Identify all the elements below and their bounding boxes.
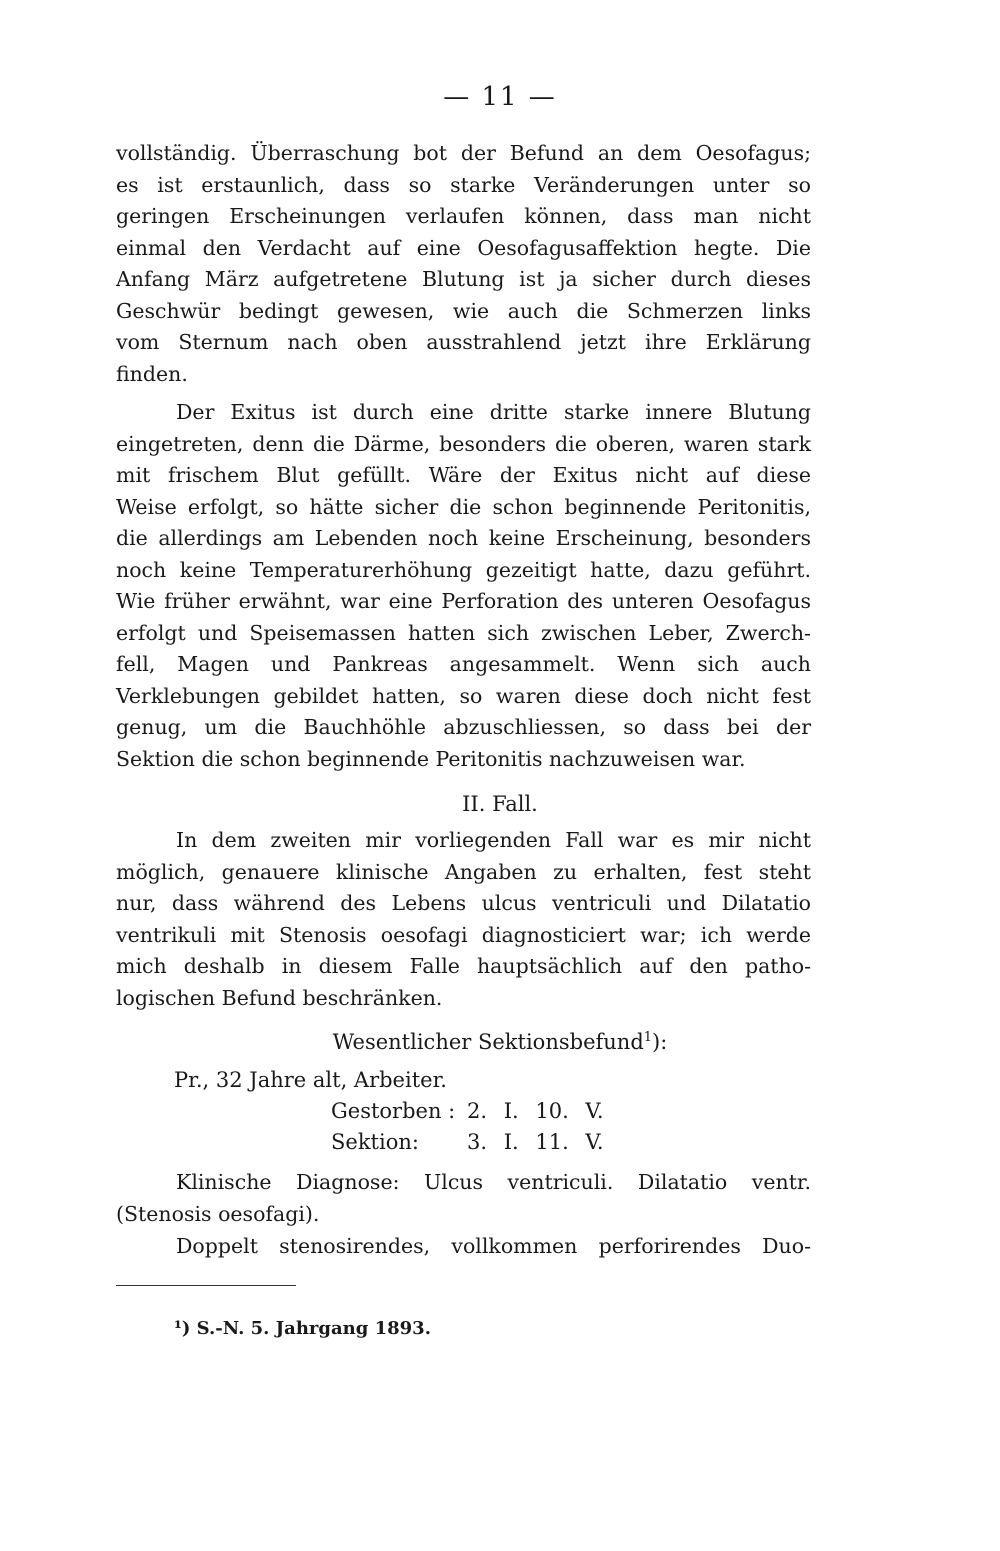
text-line: Klinische Diagnose: Ulcus ventriculi. Dilatatio ventr. [176,1170,811,1194]
text-line: Anfang März aufgetretene Blutung ist ja sicher durch dieses [116,267,811,291]
footnote: ¹) S.-N. 5. Jahrgang 1893. [174,1318,431,1339]
section-label: Sektion: [331,1130,419,1154]
text-line: eingetreten, denn die Därme, besonders die oberen, waren stark [116,431,811,456]
text-line: Weise erfolgt, so hätte sicher die schon beginnende Peritonitis, [116,494,811,519]
text-line: Der Exitus ist durch eine dritte starke innere Blutung [176,400,811,424]
text-line: In dem zweiten mir vorliegenden Fall war es mir nicht [176,828,811,852]
section-value: 3. I. 11. V. [467,1130,604,1154]
footnote-divider [116,1285,296,1286]
autopsy-heading [0,1030,1000,1054]
section-heading: II. Fall. [462,792,538,816]
text-line: nur, dass während des Lebens ulcus ventriculi und Dilatatio [116,891,811,915]
text-line: erfolgt und Speisemassen hatten sich zwischen Leber, Zwerch- [116,620,811,645]
text-line: möglich, genauere klinische Angaben zu erhalten, fest steht [116,859,811,884]
died-label: Gestorben : [331,1099,456,1123]
page-number: — 11 — [443,82,557,112]
text-line: noch keine Temperaturerhöhung gezeitigt hatte, dazu geführt. [116,557,811,582]
text-line: die allerdings am Lebenden noch keine Erscheinung, besonders [116,526,811,550]
diagnosis [116,1167,811,1230]
patient-line: Pr., 32 Jahre alt, Arbeiter. [174,1068,447,1092]
text-line: Wie früher erwähnt, war eine Perforation des unteren Oesofagus [116,589,811,613]
paragraph-2 [116,397,811,775]
text-line: vom Sternum nach oben ausstrahlend jetzt ihre Erklärung [116,330,811,354]
text-line: genug, um die Bauchhöhle abzuschliessen, so dass bei der [116,715,811,739]
paragraph-3 [116,825,811,1014]
text-line: geringen Erscheinungen verlaufen können, dass man nicht [116,204,811,228]
autopsy-heading-suffix: ): [652,1030,668,1054]
text-line: es ist erstaunlich, dass so starke Veränderungen unter so [116,172,811,197]
text-line: mich deshalb in diesem Falle hauptsächlich auf den patho- [116,954,811,978]
paragraph-4 [116,1231,811,1263]
text-line: Sektion die schon beginnende Peritonitis nachzuweisen war. [116,746,746,771]
text-line: logischen Befund beschränken. [116,985,443,1010]
text-line: Verklebungen gebildet hatten, so waren diese doch nicht fest [116,683,811,708]
text-line: vollständig. Überraschung bot der Befund an dem Oesofagus; [116,141,811,165]
text-line: finden. [116,361,188,386]
text-line: einmal den Verdacht auf eine Oesofagusaffektion hegte. Die [116,235,811,260]
text-line: ventrikuli mit Stenosis oesofagi diagnosticiert war; ich werde [116,922,811,947]
text-line: mit frischem Blut gefüllt. Wäre der Exitus nicht auf diese [116,463,811,487]
text-line: Geschwür bedingt gewesen, wie auch die Schmerzen links [116,298,811,323]
text-line: Doppelt stenosirendes, vollkommen perforirendes Duo- [176,1234,811,1258]
text-line: fell, Magen und Pankreas angesammelt. Wenn sich auch [116,652,811,676]
autopsy-heading-text: Wesentlicher Sektionsbefund [332,1030,644,1054]
footnote-marker: 1 [643,1030,653,1045]
text-line: (Stenosis oesofagi). [116,1201,320,1226]
died-value: 2. I. 10. V. [467,1099,604,1123]
paragraph-1 [116,138,811,390]
